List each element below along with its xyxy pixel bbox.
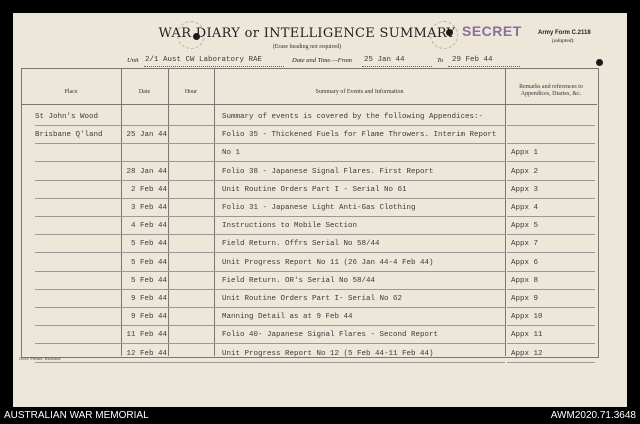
date-cell: 5 Feb 44: [130, 258, 167, 267]
date-to-underline: [448, 66, 520, 67]
table-row: [35, 325, 505, 326]
table-row: [35, 198, 505, 199]
place-cell: Brisbane Q'land: [35, 131, 103, 140]
column-divider-hour-summary: [214, 68, 215, 356]
unit-underline: [144, 66, 284, 67]
summary-cell: Manning Detail as at 9 Feb 44: [222, 313, 353, 322]
remarks-cell: Appx 10: [511, 313, 543, 322]
unit-label: Unit: [127, 57, 139, 64]
summary-cell: Instructions to Mobile Section: [222, 222, 358, 231]
table-row: [35, 180, 505, 181]
table-row: [35, 125, 505, 126]
date-cell: 9 Feb 44: [130, 295, 167, 303]
summary-cell: Folio 40- Japanese Signal Flares - Second Report: [222, 331, 439, 340]
remarks-row-rule: [507, 362, 595, 363]
table-row: [35, 362, 505, 363]
summary-cell: Folio 35 - Thickened Fuels for Flame Throwers. Interim Report: [222, 131, 497, 140]
remarks-cell: Appx 9: [511, 295, 539, 303]
date-cell: 12 Feb 44: [126, 349, 167, 358]
remarks-row-rule: [507, 289, 595, 290]
remarks-row-rule: [507, 161, 595, 162]
table-row: [35, 271, 505, 272]
date-cell: 28 Jan 44: [126, 167, 167, 176]
remarks-row-rule: [507, 198, 595, 199]
summary-cell: Field Return. Offrs Serial No 58/44: [222, 240, 380, 249]
remarks-row-rule: [507, 234, 595, 235]
summary-cell: No 1: [222, 149, 241, 158]
column-divider-date-hour: [168, 68, 169, 356]
remarks-row-rule: [507, 125, 595, 126]
summary-cell: Field Return. OR's Serial No 58/44: [222, 276, 376, 285]
punch-hole-edge: [596, 59, 603, 66]
column-header-place: Place: [64, 89, 78, 95]
remarks-row-rule: [507, 180, 595, 181]
remarks-cell: Appx 6: [511, 258, 539, 267]
column-header-date: Date: [138, 89, 151, 95]
remarks-cell: Appx 12: [511, 349, 543, 358]
form-subtitle: (Erase heading not required): [272, 44, 342, 50]
remarks-cell: Appx 5: [511, 222, 539, 231]
date-to-label: To: [437, 57, 444, 64]
date-from-underline: [362, 66, 432, 67]
remarks-cell: Appx 7: [511, 240, 539, 249]
remarks-row-rule: [507, 252, 595, 253]
archive-caption-right: AWM2020.71.3648: [550, 410, 636, 421]
summary-cell: Unit Progress Report No 11 (26 Jan 44-4 Feb 44): [222, 258, 434, 267]
table-row: [35, 234, 505, 235]
remarks-cell: Appx 3: [511, 185, 539, 194]
summary-cell: Unit Routine Orders Part I- Serial No 62: [222, 295, 403, 303]
summary-cell: Unit Progress Report No 12 (5 Feb 44-11 Feb 44): [222, 349, 434, 358]
column-header-hour: Hour: [184, 89, 198, 95]
date-cell: 9 Feb 44: [130, 313, 167, 322]
archive-caption-left: AUSTRALIAN WAR MEMORIAL: [4, 410, 149, 421]
remarks-row-rule: [507, 343, 595, 344]
remarks-cell: Appx 8: [511, 276, 539, 285]
date-to-value: 29 Feb 44: [452, 56, 493, 64]
table-row: [35, 216, 505, 217]
date-from-value: 25 Jan 44: [364, 56, 405, 64]
date-cell: 5 Feb 44: [130, 240, 167, 249]
remarks-row-rule: [507, 325, 595, 326]
date-cell: 11 Feb 44: [126, 331, 167, 340]
remarks-cell: Appx 4: [511, 204, 539, 212]
remarks-cell: Appx 11: [511, 331, 543, 340]
column-divider-summary-remarks: [505, 68, 506, 356]
date-cell: 5 Feb 44: [130, 276, 167, 285]
remarks-row-rule: [507, 216, 595, 217]
date-cell: 3 Feb 44: [130, 204, 167, 212]
summary-cell: Summary of events is covered by the following Appendices:-: [222, 113, 484, 121]
remarks-row-rule: [507, 271, 595, 272]
remarks-row-rule: [507, 307, 595, 308]
table-row: [35, 143, 505, 144]
date-cell: 25 Jan 44: [126, 131, 167, 140]
printer-imprint: Govt. Printer, Brisbane: [19, 356, 61, 361]
date-cell: 4 Feb 44: [130, 222, 167, 231]
table-row: [35, 307, 505, 308]
form-title: WAR DIARY or INTELLIGENCE SUMMARY: [158, 26, 456, 41]
column-header-remarks-line2: Appendices, Diaries, &c.: [520, 91, 582, 97]
table-row: [35, 252, 505, 253]
date-from-label: Date and Time.—From: [292, 57, 352, 64]
date-cell: 2 Feb 44: [130, 185, 167, 194]
remarks-cell: Appx 2: [511, 167, 539, 176]
secret-stamp: SECRET: [462, 23, 522, 39]
column-header-summary: Summary of Events and Information: [315, 89, 404, 95]
table-row: [35, 289, 505, 290]
summary-cell: Folio 31 - Japanese Light Anti-Gas Clothing: [222, 204, 416, 212]
unit-value: 2/1 Aust CW Laboratory RAE: [145, 56, 263, 64]
table-row: [35, 161, 505, 162]
summary-cell: Folio 38 - Japanese Signal Flares. First Report: [222, 167, 434, 176]
remarks-row-rule: [507, 143, 595, 144]
header-bottom-rule: [21, 104, 597, 105]
table-row: [35, 343, 505, 344]
army-form-number: Army Form C.2118: [538, 30, 591, 36]
place-cell: St John's Wood: [35, 113, 99, 121]
summary-cell: Unit Routine Orders Part I - Serial No 61: [222, 185, 407, 194]
army-form-adapted: (adapted).: [552, 38, 575, 44]
column-header-remarks-line1: Remarks and references to: [519, 84, 583, 90]
remarks-cell: Appx 1: [511, 149, 539, 158]
